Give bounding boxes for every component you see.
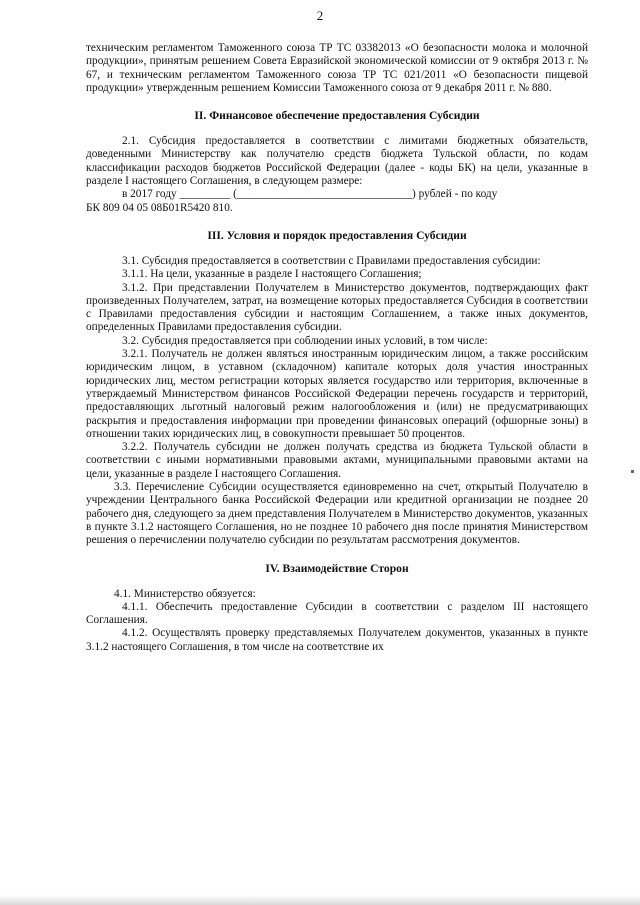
paragraph-3-3: 3.3. Перечисление Субсидии осуществляется единовременно на счет, открытый Получателю в учреждении Центрального банка Российской Федерации или кредитной организации не позднее 20 рабочего дня, следующего за днем представления Получателем в Министерство документов, указанных в пункте 3.1.2 настоящего Соглашения, но не позднее 10 рабочего дня после принятия Министерством решения о перечислении получателю субсидии по результатам рассмотрения документов. [86, 481, 588, 547]
paragraph-2-1-code: БК 809 04 05 08Б01R5420 810. [86, 201, 233, 214]
paragraph-4-1: 4.1. Министерство обязуется: [114, 587, 256, 600]
paragraph-3-2-2: 3.2.2. Получатель субсидии не должен получать средства из бюджета Тульской области в соответствии с иными нормативными правовыми актами, муниципальными правовыми актами на цели, указанные в разделе I настоящего Соглашения. [86, 441, 588, 480]
section-2-title: II. Финансовое обеспечение предоставления Субсидии [194, 109, 480, 123]
section-3-title: III. Условия и порядок предоставления Субсидии [207, 228, 467, 242]
paragraph-3-1-2: 3.1.2. При представлении Получателем в Министерство документов, подтверждающих факт произведенных Получателем, затрат, на возмещение которых предоставляется Субсидия в соответствии с Правилами предоставления субсидии и настоящим Соглашением, а также иных документов, определенных Правилами предоставления субсидии. [86, 281, 588, 334]
document-body [86, 42, 588, 654]
intro-paragraph: техническим регламентом Таможенного союза ТР ТС 03382013 «О безопасности молока и молочной продукции», принятым решением Совета Евразийской экономической комиссии от 9 октября 2013 г. № 67, и техническим регламентом Таможенного союза ТР ТС 021/2011 «О безопасности пищевой продукции» утвержденным решением Комиссии Таможенного союза от 9 декабря 2011 г. № 880. [86, 42, 588, 94]
paragraph-3-2: 3.2. Субсидия предоставляется при соблюдении иных условий, в том числе: [122, 334, 488, 347]
paragraph-3-1: 3.1. Субсидия предоставляется в соответствии с Правилами предоставления субсидии: [122, 254, 541, 267]
section-4-title: IV. Взаимодействие Сторон [265, 561, 409, 575]
paragraph-2-1-amount: в 2017 году _________ (_______________________________) рублей - по коду [122, 188, 498, 201]
paragraph-4-1-1: 4.1.1. Обеспечить предоставление Субсидии в соответствии с разделом III настоящего Соглашения. [86, 600, 588, 627]
paragraph-3-2-1: 3.2.1. Получатель не должен являться иностранным юридическим лицом, а также российским юридическим лицом, в уставном (складочном) капитале которых доля участия иностранных юридических лиц, местом регистрации которых является государство или территория, включенные в утверждаемый Министерством финансов Российской Федерации перечень государств и территорий, предоставляющих льготный налоговый режим налогообложения и (или) не предусматривающих раскрытия и предоставления информации при проведении финансовых операций (офшорные зоны) в отношении таких юридических лиц, в совокупности превышает 50 процентов. [86, 348, 588, 440]
paragraph-2-1: 2.1. Субсидия предоставляется в соответствии с лимитами бюджетных обязательств, доведенными Министерству как получателю средств бюджета Тульской области, по кодам классификации расходов бюджетов Российской Федерации (далее - коды БК) на цели, указанные в разделе I настоящего Соглашения, в следующем размере: [86, 135, 588, 188]
scan-speck [631, 470, 634, 473]
page-number: 2 [316, 8, 324, 23]
paragraph-4-1-2: 4.1.2. Осуществлять проверку представляемых Получателем документов, указанных в пункте 3.1.2 настоящего Соглашения, в том числе на соответствие их [86, 627, 588, 653]
paragraph-3-1-1: 3.1.1. На цели, указанные в разделе I настоящего Соглашения; [122, 268, 422, 281]
scan-bottom-edge [0, 895, 640, 905]
